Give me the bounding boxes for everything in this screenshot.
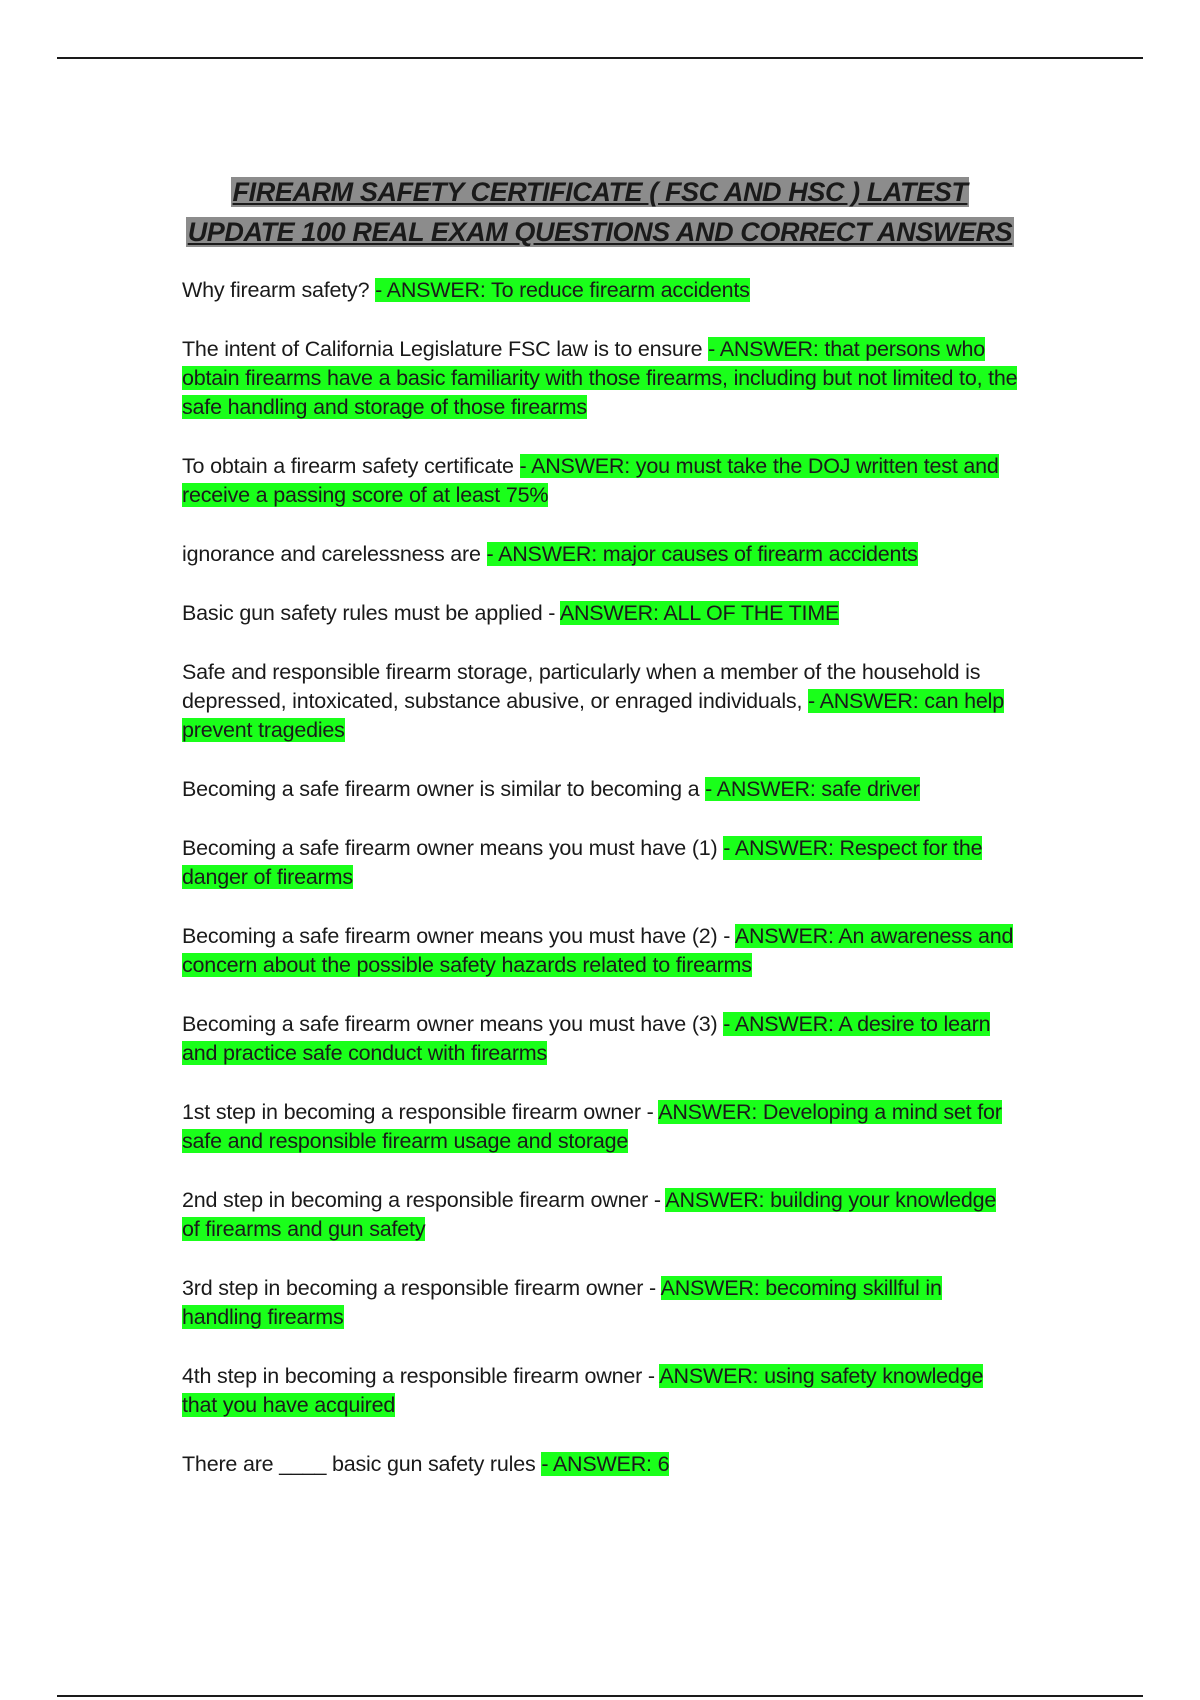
qa-item bbox=[182, 834, 1018, 892]
qa-item bbox=[182, 1098, 1018, 1156]
qa-item bbox=[182, 658, 1018, 745]
answer-highlight: ANSWER: building your knowledge of firearms and gun safety bbox=[182, 1188, 997, 1241]
question-text: There are ____ basic gun safety rules bbox=[182, 1452, 542, 1476]
qa-item bbox=[182, 1450, 1018, 1479]
qa-item bbox=[182, 599, 1018, 628]
qa-item bbox=[182, 452, 1018, 510]
answer-highlight: - ANSWER: that persons who obtain firearms have a basic familiarity with those firearms, including but not limited to, the safe handling and storage of those firearms bbox=[182, 337, 1018, 419]
question-text: 2nd step in becoming a responsible firearm owner - bbox=[182, 1188, 666, 1212]
qa-item bbox=[182, 1010, 1018, 1068]
qa-item bbox=[182, 276, 1018, 305]
question-text: Why firearm safety? bbox=[182, 278, 376, 302]
answer-highlight: ANSWER: An awareness and concern about the possible safety hazards related to firearms bbox=[182, 924, 1014, 977]
question-text: Becoming a safe firearm owner means you must have (1) bbox=[182, 836, 724, 860]
qa-item bbox=[182, 775, 1018, 804]
answer-highlight: - ANSWER: 6 bbox=[541, 1452, 670, 1476]
question-text: Basic gun safety rules must be applied - bbox=[182, 601, 560, 625]
answer-highlight: ANSWER: becoming skillful in handling firearms bbox=[182, 1276, 942, 1329]
question-text: 4th step in becoming a responsible firearm owner - bbox=[182, 1364, 660, 1388]
qa-list bbox=[182, 276, 1018, 1479]
question-text: 3rd step in becoming a responsible firearm owner - bbox=[182, 1276, 661, 1300]
qa-item bbox=[182, 1362, 1018, 1420]
qa-item bbox=[182, 1186, 1018, 1244]
question-text: 1st step in becoming a responsible firearm owner - bbox=[182, 1100, 659, 1124]
question-text: Becoming a safe firearm owner is similar to becoming a bbox=[182, 777, 706, 801]
qa-item bbox=[182, 540, 1018, 569]
question-text: To obtain a firearm safety certificate bbox=[182, 454, 520, 478]
header-rule bbox=[57, 57, 1143, 59]
answer-highlight: - ANSWER: you must take the DOJ written test and receive a passing score of at least 75% bbox=[182, 454, 999, 507]
title-line-1: FIREARM SAFETY CERTIFICATE ( FSC AND HSC ) LATEST bbox=[232, 177, 968, 207]
question-text: Becoming a safe firearm owner means you must have (3) bbox=[182, 1012, 724, 1036]
document-title bbox=[182, 172, 1018, 252]
document-body bbox=[182, 172, 1018, 1509]
qa-item bbox=[182, 335, 1018, 422]
qa-item bbox=[182, 922, 1018, 980]
answer-highlight: - ANSWER: safe driver bbox=[705, 777, 920, 801]
answer-highlight: - ANSWER: major causes of firearm accidents bbox=[486, 542, 918, 566]
answer-highlight: - ANSWER: A desire to learn and practice safe conduct with firearms bbox=[182, 1012, 991, 1065]
question-text: Becoming a safe firearm owner means you must have (2) - bbox=[182, 924, 735, 948]
question-text: The intent of California Legislature FSC law is to ensure bbox=[182, 337, 709, 361]
question-text: ignorance and carelessness are bbox=[182, 542, 487, 566]
footer-rule bbox=[57, 1695, 1143, 1697]
answer-highlight: ANSWER: Developing a mind set for safe and responsible firearm usage and storage bbox=[182, 1100, 1002, 1153]
question-text: Safe and responsible firearm storage, particularly when a member of the household is depressed, intoxicated, substance abusive, or enraged individuals, bbox=[182, 660, 981, 713]
answer-highlight: ANSWER: ALL OF THE TIME bbox=[559, 601, 840, 625]
answer-highlight: ANSWER: using safety knowledge that you have acquired bbox=[182, 1364, 984, 1417]
answer-highlight: - ANSWER: can help prevent tragedies bbox=[182, 689, 1004, 742]
answer-highlight: - ANSWER: To reduce firearm accidents bbox=[375, 278, 750, 302]
qa-item bbox=[182, 1274, 1018, 1332]
answer-highlight: - ANSWER: Respect for the danger of firearms bbox=[182, 836, 983, 889]
title-line-2: UPDATE 100 REAL EXAM QUESTIONS AND CORRECT ANSWERS bbox=[187, 217, 1013, 247]
